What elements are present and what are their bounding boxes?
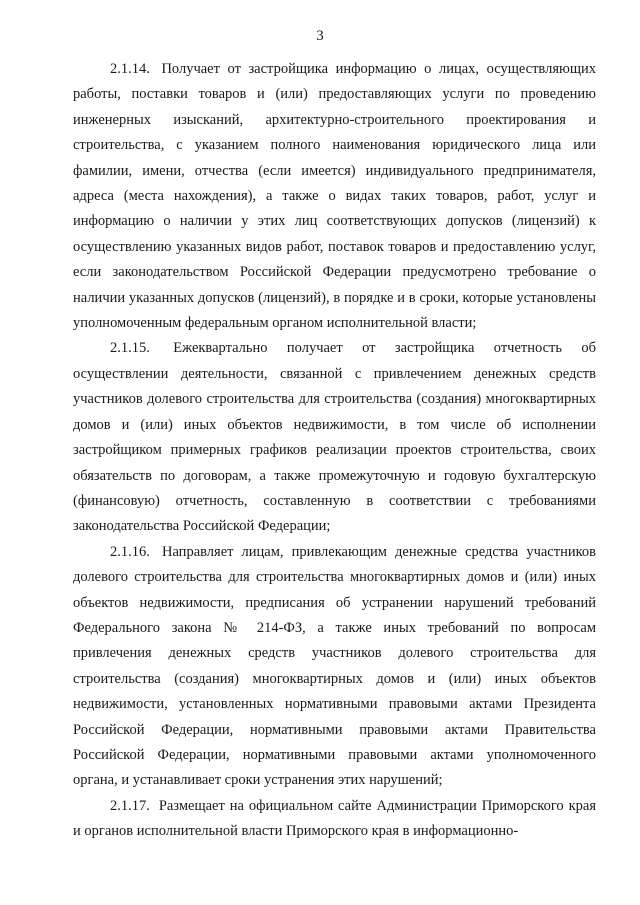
clause-text: Получает от застройщика информацию о лицах, осуществляющих работы, поставки товаров и (или) предоставляющих услуги по проведению инженерных изысканий, архитектурно-строительного проектирования и строительства, с указанием полного наименования юридического лица или фамилии, имени, отчества (если имеется) индивидуального предпринимателя, адреса (места нахождения), а также о видах таких товаров, работ, услуг и информацию о наличии у этих лиц соответствующих допусков (лицензий) к осуществлению указанных видов работ, поставок товаров и предоставлению услуг, если законодательством Российской Федерации предусмотрено требование о наличии указанных допусков (лицензий), в порядке и в сроки, которые установлены уполномоченным федеральным органом исполнительной власти; bbox=[73, 61, 597, 332]
clause-text: Направляет лицам, привлекающим денежные средства участников долевого строительства для строительства многоквартирных домов и (или) иных объектов недвижимости, предписания об устранении нарушений требований Федерального закона № 214-ФЗ, а также иных требований по вопросам привлечения денежных средств участников долевого строительства для строительства (создания) многоквартирных домов и (или) иных объектов недвижимости, установленных нормативными правовыми актами Президента Российской Федерации, нормативными правовыми актами Правительства Российской Федерации, нормативными правовыми актами уполномоченного органа, и устанавливает сроки устранения этих нарушений; bbox=[73, 543, 597, 789]
clause-2-1-14 bbox=[73, 57, 596, 336]
clause-number: 2.1.15. bbox=[110, 340, 150, 357]
clause-number: 2.1.14. bbox=[110, 61, 150, 77]
clause-2-1-15 bbox=[73, 336, 596, 539]
clause-number: 2.1.17. bbox=[110, 797, 150, 814]
clause-number: 2.1.16. bbox=[110, 543, 150, 560]
clause-text: Размещает на официальном сайте Администрации Приморского края и органов исполнительной власти Приморского края в информационно- bbox=[73, 797, 597, 840]
clause-2-1-17 bbox=[73, 794, 596, 845]
clause-2-1-16 bbox=[73, 540, 596, 794]
clause-text: Ежеквартально получает от застройщика отчетность об осуществлении деятельности, связанной с привлечением денежных средств участников долевого строительства для строительства (создания) многоквартирных домов и (или) иных объектов недвижимости, в том числе об исполнении застройщиком примерных графиков реализации проектов строительства, своих обязательств по договорам, а также промежуточную и годовую бухгалтерскую (финансовую) отчетность, составленную в соответствии с требованиями законодательства Российской Федерации; bbox=[73, 340, 597, 535]
document-body bbox=[73, 57, 596, 845]
page-number: 3 bbox=[316, 28, 324, 44]
